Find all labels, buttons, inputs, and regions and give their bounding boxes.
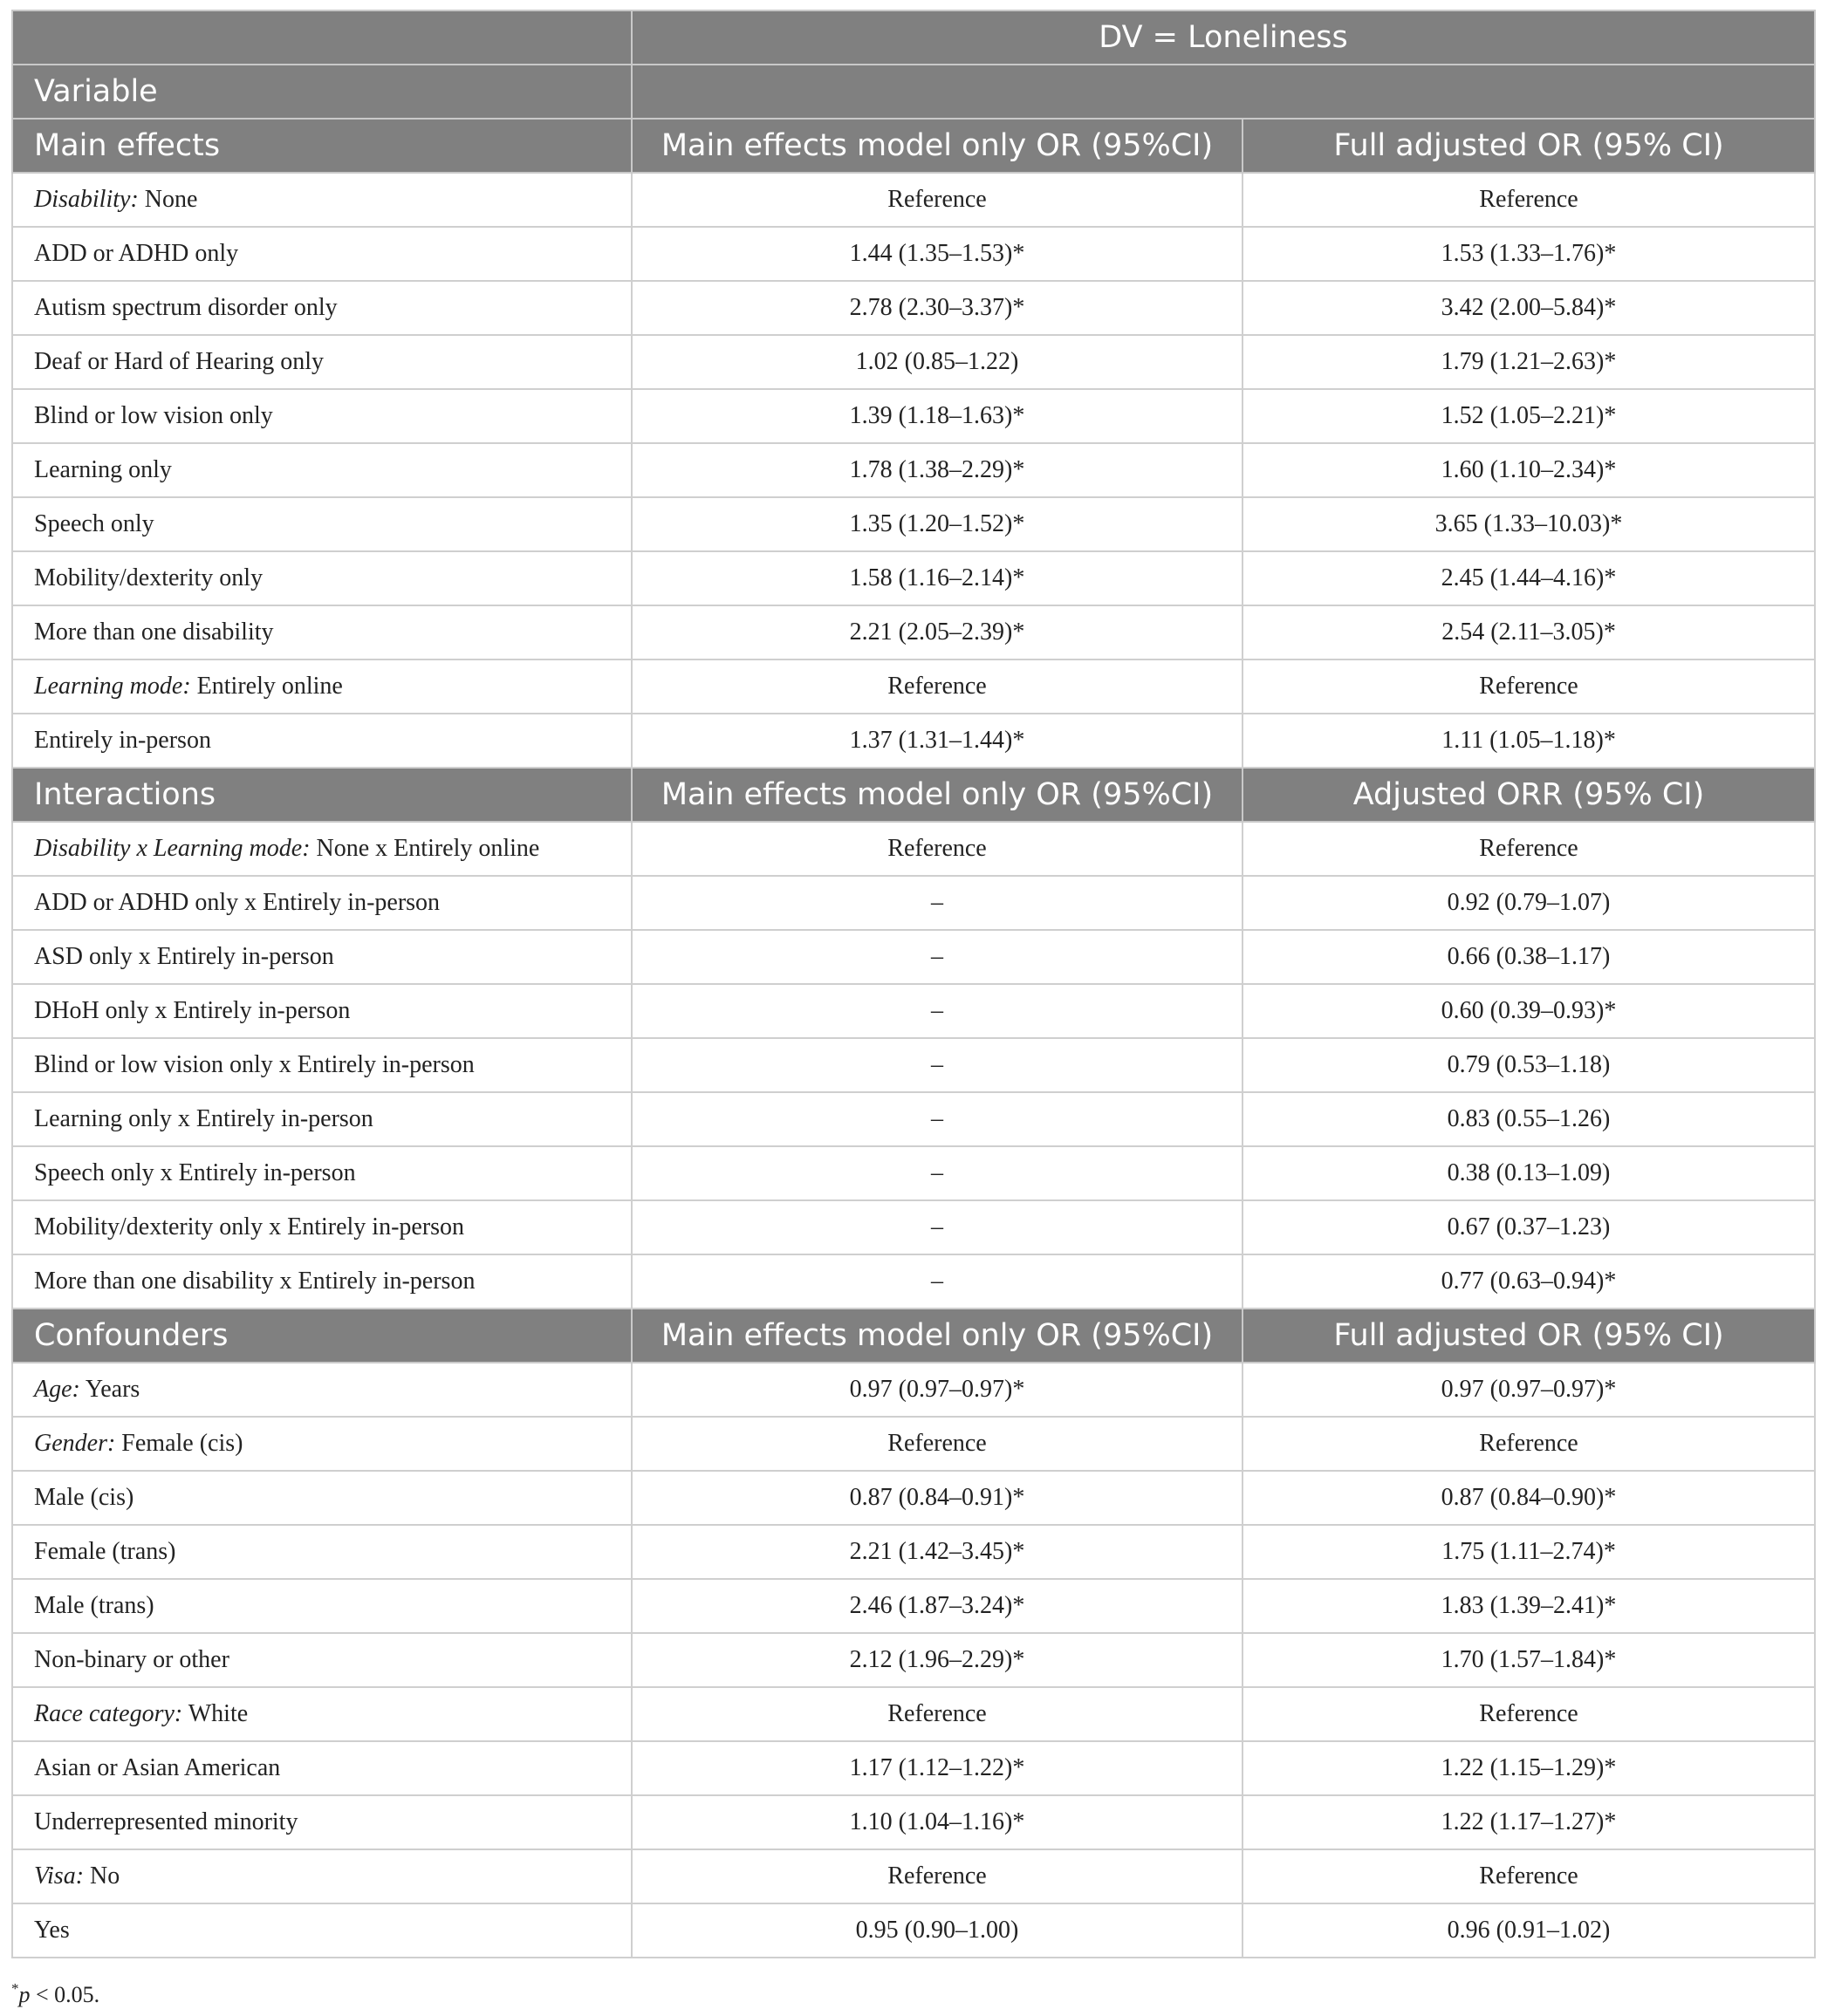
variable-cell <box>12 1146 632 1200</box>
table-row <box>12 1092 1815 1146</box>
variable-cell <box>12 822 632 876</box>
column-header-adjusted: Adjusted ORR (95% CI) <box>1243 768 1815 822</box>
section-header-row <box>12 1309 1815 1363</box>
main-effects-value: 0.97 (0.97–0.97)* <box>632 1363 1243 1417</box>
adjusted-value: 0.83 (0.55–1.26) <box>1243 1092 1815 1146</box>
adjusted-value: 0.87 (0.84–0.90)* <box>1243 1471 1815 1525</box>
variable-cell <box>12 1795 632 1849</box>
adjusted-value: Reference <box>1243 1687 1815 1741</box>
variable-category-label: Gender: <box>34 1430 116 1457</box>
main-effects-value: – <box>632 1254 1243 1309</box>
variable-label: None x Entirely online <box>310 835 540 862</box>
main-effects-value: – <box>632 930 1243 984</box>
variable-label: Learning only x Entirely in-person <box>34 1105 373 1132</box>
variable-cell <box>12 1687 632 1741</box>
variable-cell <box>12 1525 632 1579</box>
table-row <box>12 1579 1815 1633</box>
adjusted-value: 2.54 (2.11–3.05)* <box>1243 605 1815 659</box>
variable-cell <box>12 714 632 768</box>
variable-cell <box>12 1903 632 1958</box>
variable-label: Variable <box>12 65 632 119</box>
adjusted-value: 1.75 (1.11–2.74)* <box>1243 1525 1815 1579</box>
footnote <box>11 1980 99 2008</box>
adjusted-value: Reference <box>1243 173 1815 227</box>
main-effects-value: Reference <box>632 1687 1243 1741</box>
adjusted-value: 0.66 (0.38–1.17) <box>1243 930 1815 984</box>
variable-label: Underrepresented minority <box>34 1808 298 1835</box>
main-effects-value: Reference <box>632 1849 1243 1903</box>
main-effects-value: Reference <box>632 173 1243 227</box>
table-row <box>12 335 1815 389</box>
variable-label: Non-binary or other <box>34 1646 229 1673</box>
table-row <box>12 443 1815 497</box>
main-effects-value: 1.02 (0.85–1.22) <box>632 335 1243 389</box>
adjusted-value: Reference <box>1243 659 1815 714</box>
variable-cell <box>12 1200 632 1254</box>
variable-label: Male (cis) <box>34 1484 134 1511</box>
main-effects-value: 1.17 (1.12–1.22)* <box>632 1741 1243 1795</box>
adjusted-value: Reference <box>1243 1417 1815 1471</box>
variable-category-label: Race category: <box>34 1700 183 1727</box>
main-effects-value: 0.87 (0.84–0.91)* <box>632 1471 1243 1525</box>
section-title: Main effects <box>12 119 632 173</box>
variable-label: Female (cis) <box>115 1430 243 1457</box>
table-row <box>12 1849 1815 1903</box>
adjusted-value: 0.77 (0.63–0.94)* <box>1243 1254 1815 1309</box>
main-effects-value: Reference <box>632 1417 1243 1471</box>
variable-label: ASD only x Entirely in-person <box>34 943 334 970</box>
main-effects-value: – <box>632 984 1243 1038</box>
column-header-main-effects: Main effects model only OR (95%CI) <box>632 119 1243 173</box>
main-effects-value: 2.21 (2.05–2.39)* <box>632 605 1243 659</box>
table-row <box>12 1417 1815 1471</box>
variable-cell <box>12 876 632 930</box>
variable-cell <box>12 1363 632 1417</box>
column-header-adjusted: Full adjusted OR (95% CI) <box>1243 1309 1815 1363</box>
variable-category-label: Disability: <box>34 186 139 213</box>
table-row <box>12 1254 1815 1309</box>
table-row <box>12 876 1815 930</box>
table-row <box>12 930 1815 984</box>
variable-cell <box>12 1471 632 1525</box>
table-row <box>12 1903 1815 1958</box>
variable-category-label: Age: <box>34 1376 80 1403</box>
variable-cell <box>12 659 632 714</box>
variable-category-label: Visa: <box>34 1862 85 1890</box>
adjusted-value: 1.22 (1.17–1.27)* <box>1243 1795 1815 1849</box>
variable-cell <box>12 389 632 443</box>
main-effects-value: – <box>632 1200 1243 1254</box>
variable-cell <box>12 281 632 335</box>
main-effects-value: – <box>632 1038 1243 1092</box>
variable-cell <box>12 1741 632 1795</box>
variable-label: Mobility/dexterity only x Entirely in-person <box>34 1213 465 1240</box>
adjusted-value: 0.96 (0.91–1.02) <box>1243 1903 1815 1958</box>
table-row <box>12 227 1815 281</box>
variable-label: DHoH only x Entirely in-person <box>34 997 351 1024</box>
variable-cell <box>12 1849 632 1903</box>
table-row <box>12 1795 1815 1849</box>
adjusted-value: 1.70 (1.57–1.84)* <box>1243 1633 1815 1687</box>
regression-table <box>11 10 1816 1958</box>
section-header-row <box>12 119 1815 173</box>
dv-label: DV = Loneliness <box>632 10 1815 65</box>
variable-cell <box>12 335 632 389</box>
table-row <box>12 659 1815 714</box>
main-effects-value: Reference <box>632 822 1243 876</box>
main-effects-value: 1.39 (1.18–1.63)* <box>632 389 1243 443</box>
header-empty-cell <box>632 65 1815 119</box>
adjusted-value: 2.45 (1.44–4.16)* <box>1243 551 1815 605</box>
variable-cell <box>12 443 632 497</box>
variable-label: Blind or low vision only <box>34 402 273 429</box>
adjusted-value: 0.97 (0.97–0.97)* <box>1243 1363 1815 1417</box>
main-effects-value: 1.44 (1.35–1.53)* <box>632 227 1243 281</box>
table-row <box>12 389 1815 443</box>
variable-label: Entirely in-person <box>34 727 211 754</box>
adjusted-value: 1.60 (1.10–2.34)* <box>1243 443 1815 497</box>
variable-cell <box>12 930 632 984</box>
variable-cell <box>12 1254 632 1309</box>
main-effects-value: 2.78 (2.30–3.37)* <box>632 281 1243 335</box>
variable-label: Speech only <box>34 510 154 537</box>
adjusted-value: 0.67 (0.37–1.23) <box>1243 1200 1815 1254</box>
adjusted-value: 3.42 (2.00–5.84)* <box>1243 281 1815 335</box>
variable-label: More than one disability <box>34 618 274 646</box>
adjusted-value: 0.38 (0.13–1.09) <box>1243 1146 1815 1200</box>
table-row <box>12 822 1815 876</box>
variable-label: None <box>138 186 198 213</box>
variable-cell <box>12 1038 632 1092</box>
table-container <box>11 10 1814 1958</box>
adjusted-value: 1.83 (1.39–2.41)* <box>1243 1579 1815 1633</box>
main-effects-value: 0.95 (0.90–1.00) <box>632 1903 1243 1958</box>
table-row <box>12 173 1815 227</box>
variable-label: Entirely online <box>190 673 343 700</box>
adjusted-value: 1.52 (1.05–2.21)* <box>1243 389 1815 443</box>
table-row <box>12 1741 1815 1795</box>
variable-cell <box>12 173 632 227</box>
variable-label: Speech only x Entirely in-person <box>34 1159 356 1186</box>
main-effects-value: – <box>632 876 1243 930</box>
variable-category-label: Disability x Learning mode: <box>34 835 311 862</box>
variable-cell <box>12 1092 632 1146</box>
variable-cell <box>12 551 632 605</box>
header-row-dv <box>12 10 1815 65</box>
adjusted-value: Reference <box>1243 1849 1815 1903</box>
column-header-main-effects: Main effects model only OR (95%CI) <box>632 768 1243 822</box>
column-header-adjusted: Full adjusted OR (95% CI) <box>1243 119 1815 173</box>
variable-label: White <box>182 1700 249 1727</box>
main-effects-value: 1.58 (1.16–2.14)* <box>632 551 1243 605</box>
table-row <box>12 1471 1815 1525</box>
table-row <box>12 1633 1815 1687</box>
variable-label: Deaf or Hard of Hearing only <box>34 348 324 375</box>
variable-label: Blind or low vision only x Entirely in-person <box>34 1051 475 1078</box>
column-header-main-effects: Main effects model only OR (95%CI) <box>632 1309 1243 1363</box>
main-effects-value: – <box>632 1146 1243 1200</box>
header-empty-cell <box>12 10 632 65</box>
adjusted-value: 0.60 (0.39–0.93)* <box>1243 984 1815 1038</box>
adjusted-value: Reference <box>1243 822 1815 876</box>
variable-cell <box>12 227 632 281</box>
adjusted-value: 0.92 (0.79–1.07) <box>1243 876 1815 930</box>
table-row <box>12 1038 1815 1092</box>
table-row <box>12 497 1815 551</box>
variable-label: More than one disability x Entirely in-person <box>34 1268 476 1295</box>
variable-cell <box>12 984 632 1038</box>
main-effects-value: 1.35 (1.20–1.52)* <box>632 497 1243 551</box>
adjusted-value: 1.79 (1.21–2.63)* <box>1243 335 1815 389</box>
main-effects-value: 1.10 (1.04–1.16)* <box>632 1795 1243 1849</box>
section-header-row <box>12 768 1815 822</box>
footnote-mark: * <box>11 1980 19 1997</box>
table-row <box>12 281 1815 335</box>
adjusted-value: 3.65 (1.33–10.03)* <box>1243 497 1815 551</box>
table-row <box>12 1687 1815 1741</box>
variable-label: Years <box>79 1376 140 1403</box>
adjusted-value: 1.53 (1.33–1.76)* <box>1243 227 1815 281</box>
table-row <box>12 984 1815 1038</box>
main-effects-value: Reference <box>632 659 1243 714</box>
variable-label: Female (trans) <box>34 1538 176 1565</box>
variable-label: Male (trans) <box>34 1592 154 1619</box>
adjusted-value: 1.11 (1.05–1.18)* <box>1243 714 1815 768</box>
section-title: Confounders <box>12 1309 632 1363</box>
table-row <box>12 1146 1815 1200</box>
footnote-p: p <box>18 1982 31 2007</box>
variable-label: Autism spectrum disorder only <box>34 294 338 321</box>
main-effects-value: 2.12 (1.96–2.29)* <box>632 1633 1243 1687</box>
section-title: Interactions <box>12 768 632 822</box>
variable-label: No <box>84 1862 120 1890</box>
variable-label: ADD or ADHD only <box>34 240 239 267</box>
variable-category-label: Learning mode: <box>34 673 191 700</box>
main-effects-value: – <box>632 1092 1243 1146</box>
table-row <box>12 551 1815 605</box>
main-effects-value: 1.37 (1.31–1.44)* <box>632 714 1243 768</box>
variable-cell <box>12 605 632 659</box>
variable-label: Asian or Asian American <box>34 1754 281 1781</box>
adjusted-value: 1.22 (1.15–1.29)* <box>1243 1741 1815 1795</box>
main-effects-value: 2.21 (1.42–3.45)* <box>632 1525 1243 1579</box>
table-row <box>12 1525 1815 1579</box>
variable-cell <box>12 1579 632 1633</box>
header-row-variable <box>12 65 1815 119</box>
table-row <box>12 1363 1815 1417</box>
table-row <box>12 1200 1815 1254</box>
adjusted-value: 0.79 (0.53–1.18) <box>1243 1038 1815 1092</box>
variable-label: Learning only <box>34 456 172 483</box>
main-effects-value: 2.46 (1.87–3.24)* <box>632 1579 1243 1633</box>
table-row <box>12 714 1815 768</box>
variable-label: Mobility/dexterity only <box>34 564 264 591</box>
variable-cell <box>12 1417 632 1471</box>
variable-cell <box>12 497 632 551</box>
main-effects-value: 1.78 (1.38–2.29)* <box>632 443 1243 497</box>
variable-label: ADD or ADHD only x Entirely in-person <box>34 889 441 916</box>
variable-label: Yes <box>34 1917 70 1944</box>
table-row <box>12 605 1815 659</box>
variable-cell <box>12 1633 632 1687</box>
footnote-text: < 0.05. <box>30 1982 100 2007</box>
